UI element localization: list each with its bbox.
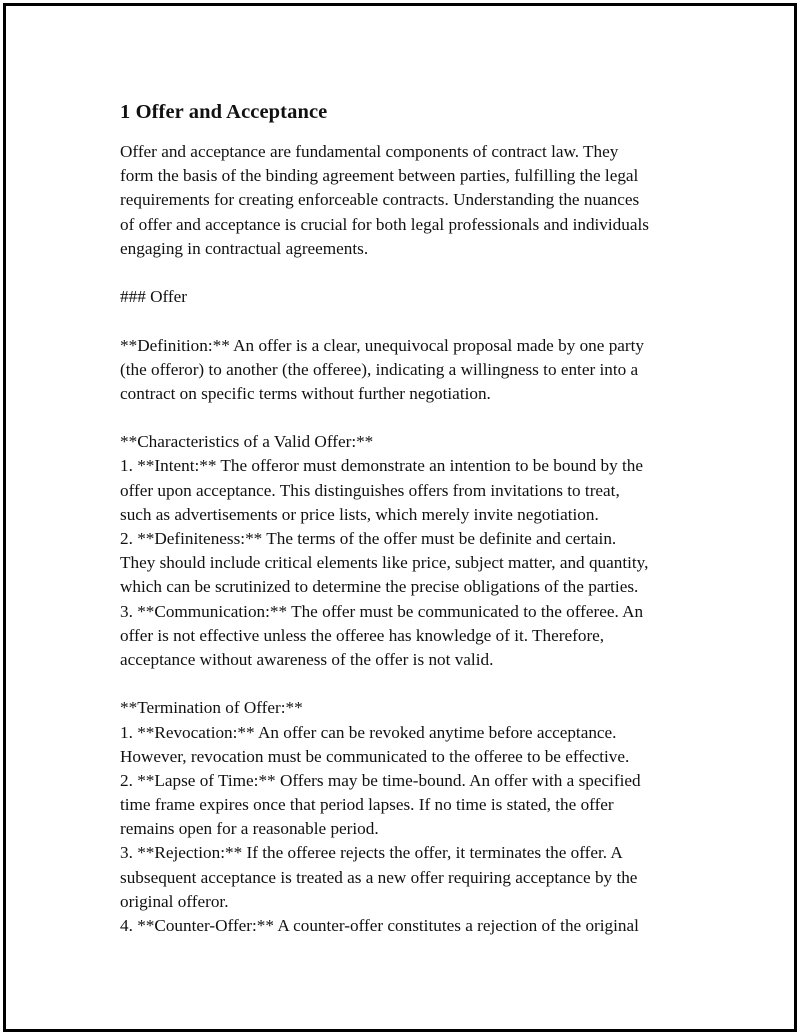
termination-heading: **Termination of Offer:** xyxy=(120,698,303,718)
list-item-line: 1. **Intent:** The offeror must demonstrate an intention to be bound by the xyxy=(120,456,644,476)
text-line: requirements for creating enforceable contracts. Understanding the nuances xyxy=(120,190,640,210)
text-line: form the basis of the binding agreement between parties, fulfilling the legal xyxy=(120,166,639,186)
text-line: remains open for a reasonable period. xyxy=(120,819,379,839)
text-line: **Definition:** An offer is a clear, unequivocal proposal made by one party xyxy=(120,335,645,355)
text-line: However, revocation must be communicated to the offeree to be effective. xyxy=(120,746,630,766)
definition-paragraph xyxy=(120,334,700,407)
text-line: offer upon acceptance. This distinguishes offers from invitations to treat, xyxy=(120,480,620,500)
text-line: original offeror. xyxy=(120,891,229,911)
characteristics-heading: **Characteristics of a Valid Offer:** xyxy=(120,432,374,452)
termination-section xyxy=(120,696,700,938)
section-title: 1 Offer and Acceptance xyxy=(120,101,328,123)
characteristics-section xyxy=(120,430,700,672)
list-item-line: 2. **Definiteness:** The terms of the offer must be definite and certain. xyxy=(120,529,617,548)
text-line: Offer and acceptance are fundamental components of contract law. They xyxy=(120,142,619,161)
list-item-line: 4. **Counter-Offer:** A counter-offer constitutes a rejection of the original xyxy=(120,916,639,935)
list-item-line: 3. **Communication:** The offer must be communicated to the offeree. An xyxy=(120,601,644,621)
text-line: acceptance without awareness of the offer is not valid. xyxy=(120,649,494,669)
text-line: engaging in contractual agreements. xyxy=(120,238,369,258)
paragraph-spacer xyxy=(120,309,700,333)
text-line: offer is not effective unless the offeree has knowledge of it. Therefore, xyxy=(120,625,605,645)
text-line: They should include critical elements like price, subject matter, and quantity, xyxy=(120,553,649,573)
list-item-line: 1. **Revocation:** An offer can be revoked anytime before acceptance. xyxy=(120,722,617,742)
document-body xyxy=(120,99,700,938)
text-line: subsequent acceptance is treated as a new offer requiring acceptance by the xyxy=(120,867,638,887)
text-line: contract on specific terms without further negotiation. xyxy=(120,383,491,403)
paragraph-spacer xyxy=(120,261,700,285)
paragraph-spacer xyxy=(120,406,700,430)
list-item-line: 3. **Rejection:** If the offeree rejects the offer, it terminates the offer. A xyxy=(120,843,623,863)
intro-paragraph xyxy=(120,140,700,261)
text-line: such as advertisements or price lists, which merely invite negotiation. xyxy=(120,504,599,524)
document-page xyxy=(3,3,797,1032)
paragraph-spacer xyxy=(120,672,700,696)
text-line: time frame expires once that period lapses. If no time is stated, the offer xyxy=(120,795,614,815)
offer-heading: ### Offer xyxy=(120,287,187,307)
list-item-line: 2. **Lapse of Time:** Offers may be time-bound. An offer with a specified xyxy=(120,770,641,790)
text-line: (the offeror) to another (the offeree), indicating a willingness to enter into a xyxy=(120,359,639,379)
text-line: which can be scrutinized to determine the precise obligations of the parties. xyxy=(120,577,639,597)
text-line: of offer and acceptance is crucial for both legal professionals and individuals xyxy=(120,214,649,234)
